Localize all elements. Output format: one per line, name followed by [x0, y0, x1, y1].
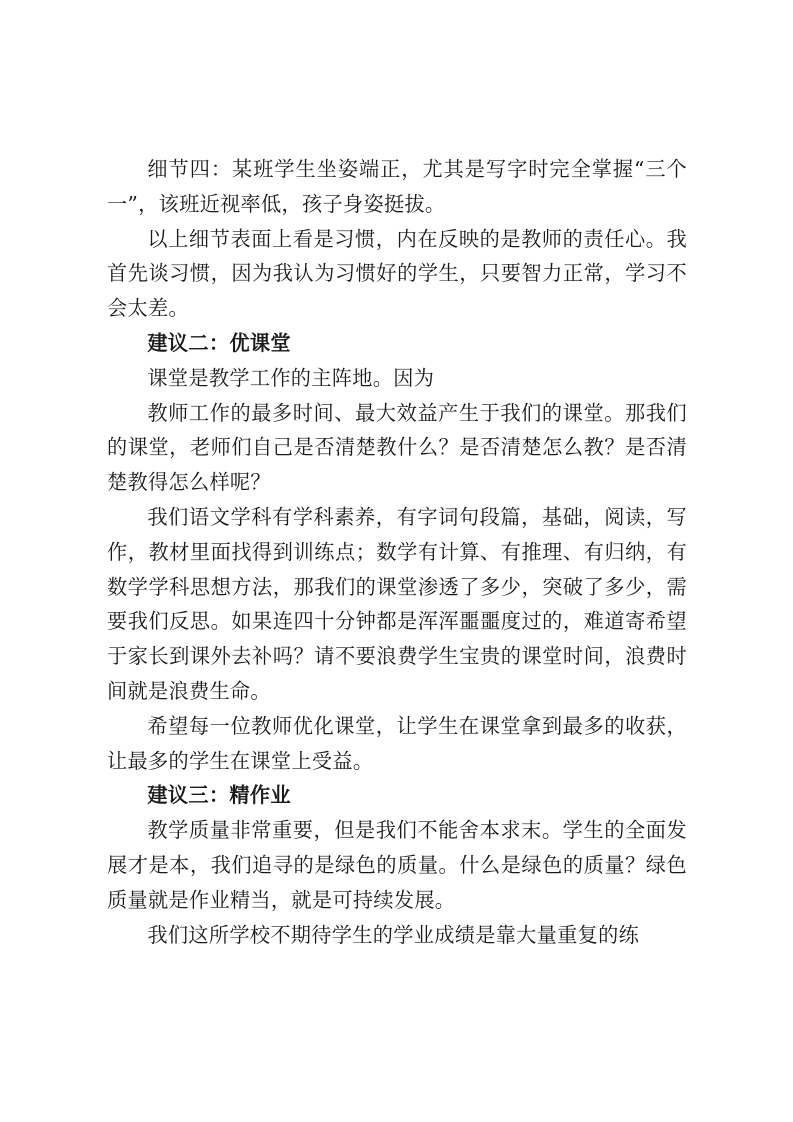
paragraph-habits: 以上细节表面上看是习惯，内在反映的是教师的责任心。我首先谈习惯，因为我认为习惯好的学生，只要智力正常，学习不会太差。 — [107, 226, 687, 321]
heading-suggestion-two: 建议二：优课堂 — [147, 330, 291, 355]
heading-suggestion-three: 建议三：精作业 — [147, 783, 291, 808]
paragraph-optimize-classroom: 希望每一位教师优化课堂，让学生在课堂拿到最多的收获，让最多的学生在课堂上受益。 — [107, 713, 687, 773]
paragraph-detail-four: 细节四：某班学生坐姿端正，尤其是写字时完全掌握“三个一”，该班近视率低，孩子身姿挺拔。 — [107, 157, 687, 216]
document-page — [107, 152, 687, 952]
paragraph-classroom-questions: 教师工作的最多时间、最大效益产生于我们的课堂。那我们的课堂，老师们自己是否清楚教什么？是否清楚怎么教？是否清楚教得怎么样呢？ — [107, 400, 687, 495]
paragraph-subjects: 我们语文学科有学科素养，有字词句段篇，基础，阅读，写作，教材里面找得到训练点；数学有计算、有推理、有归纳，有数学学科思想方法，那我们的课堂渗透了多少，突破了多少，需要我们反思。如果连四十分钟都是浑浑噩噩度过的，难道寄希望于家长到课外去补吗？请不要浪费学生宝贵的课堂时间，浪费时间就是浪费生命。 — [107, 504, 687, 703]
paragraph-classroom-intro: 课堂是教学工作的主阵地。因为 — [147, 365, 435, 390]
paragraph-quality: 教学质量非常重要，但是我们不能舍本求末。学生的全面发展才是本，我们追寻的是绿色的质量。什么是绿色的质量？绿色质量就是作业精当，就是可持续发展。 — [107, 818, 687, 912]
paragraph-school-expectation: 我们这所学校不期待学生的学业成绩是靠大量重复的练 — [147, 922, 640, 947]
